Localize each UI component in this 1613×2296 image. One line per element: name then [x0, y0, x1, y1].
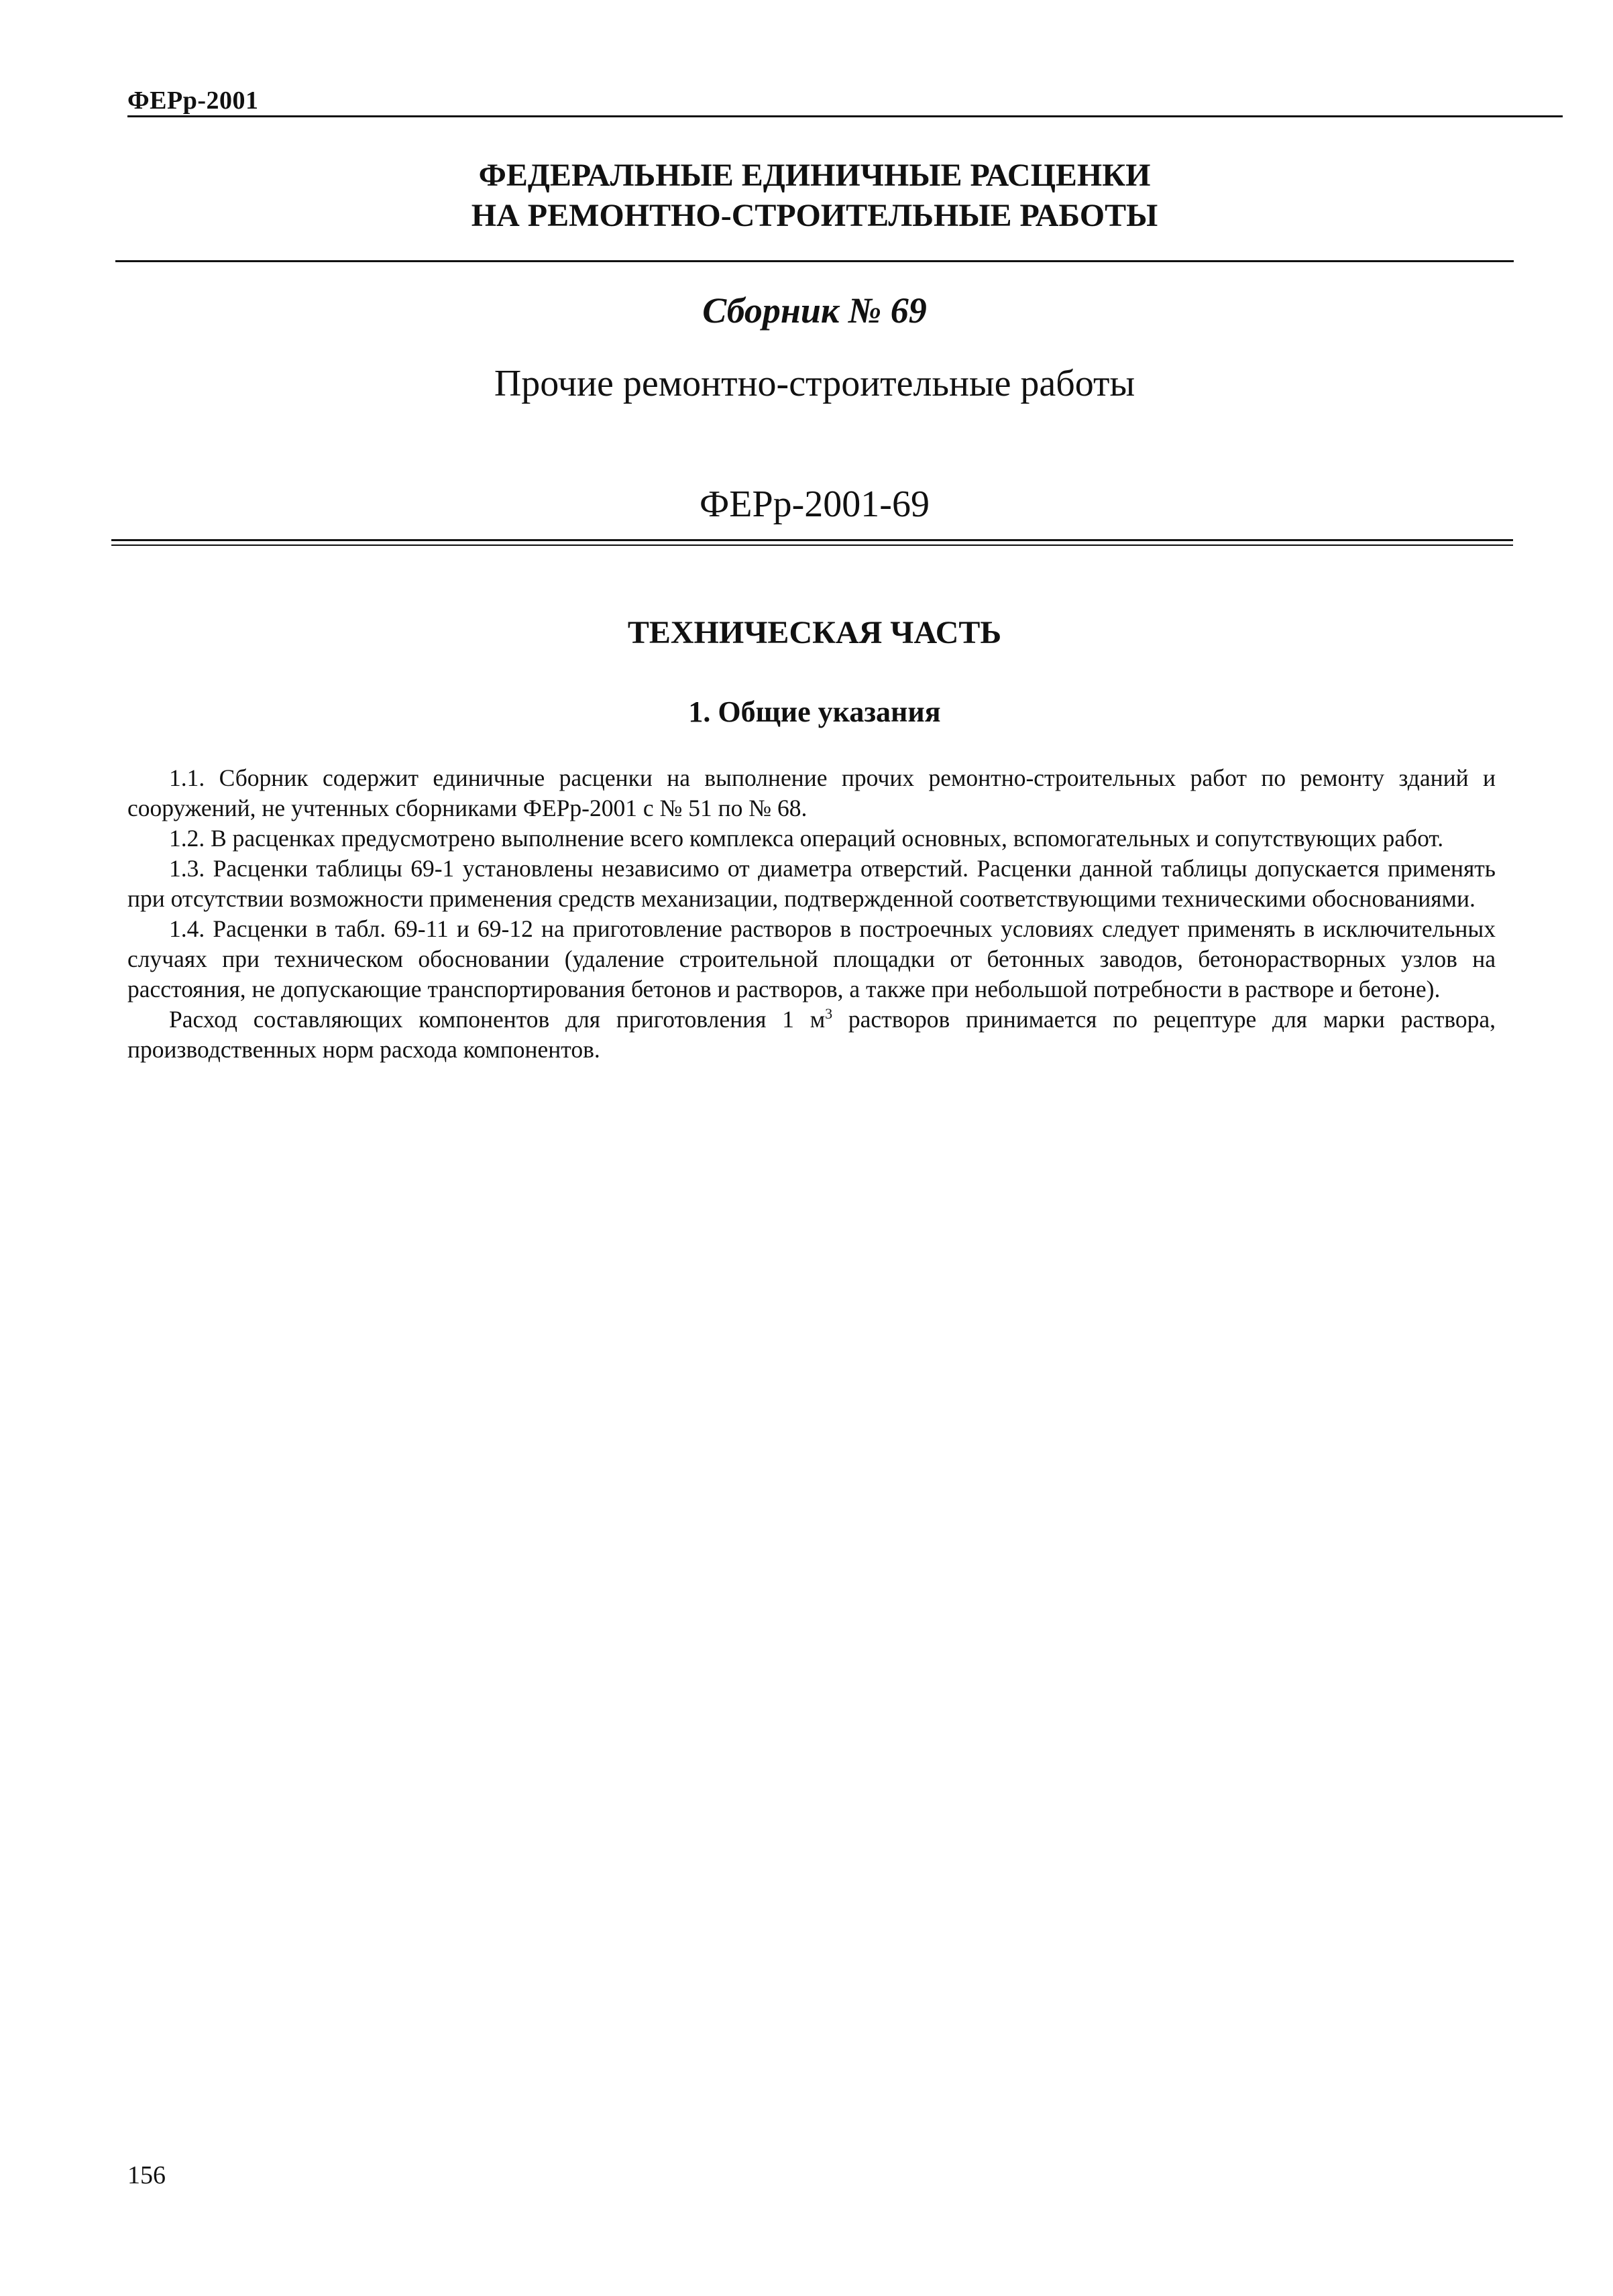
section-title: ТЕХНИЧЕСКАЯ ЧАСТЬ [627, 615, 1002, 650]
page-number: 156 [127, 2161, 166, 2189]
header-rule [127, 115, 1563, 117]
collection-name: Прочие ремонтно-строительные работы [494, 363, 1135, 404]
double-rule-upper [111, 539, 1513, 541]
body-text [127, 763, 1496, 1065]
collection-number: Сборник № 69 [702, 290, 927, 331]
main-title [115, 156, 1514, 236]
paragraph-consumption [127, 1005, 1496, 1065]
paragraph-1-1: 1.1. Сборник содержит единичные расценки на выполнение прочих ремонтно-строительных работ по ремонту зданий и сооружений, не учтенных сборниками ФЕРр-2001 с № 51 по № 68. [127, 764, 1496, 821]
main-title-line-2: НА РЕМОНТНО-СТРОИТЕЛЬНЫЕ РАБОТЫ [471, 198, 1158, 233]
collection-code: ФЕРр-2001-69 [700, 483, 930, 525]
cubic-superscript: 3 [825, 1005, 833, 1023]
paragraph-1-3: 1.3. Расценки таблицы 69-1 установлены независимо от диаметра отверстий. Расценки данной таблицы допускается применять при отсутствии возможности применения средств механизации, подтвержденной соответствующими техническими обоснованиями. [127, 855, 1496, 912]
running-header: ФЕРр-2001 [127, 87, 259, 115]
paragraph-consumption-text-start: Расход составляющих компонентов для приготовления 1 м [169, 1006, 826, 1033]
title-rule [115, 260, 1514, 262]
main-title-line-1: ФЕДЕРАЛЬНЫЕ ЕДИНИЧНЫЕ РАСЦЕНКИ [478, 158, 1151, 193]
paragraph-consumption-text-end: растворов принимается по рецептуре для марки раствора, производственных норм расхода компонентов. [127, 1006, 1496, 1063]
subsection-title: 1. Общие указания [688, 695, 941, 728]
paragraph-1-4: 1.4. Расценки в табл. 69-11 и 69-12 на приготовление растворов в построечных условиях следует применять в исключительных случаях при техническом обосновании (удаление строительной площадки от бетонных заводов, бетонорастворных узлов на расстояния, не допускающие транспортирования бетонов и растворов, а также при небольшой потребности в растворе и бетоне). [127, 915, 1496, 1002]
paragraph-1-2: 1.2. В расценках предусмотрено выполнение всего комплекса операций основных, вспомогательных и сопутствующих работ. [169, 825, 1444, 852]
double-rule-lower [111, 544, 1513, 546]
